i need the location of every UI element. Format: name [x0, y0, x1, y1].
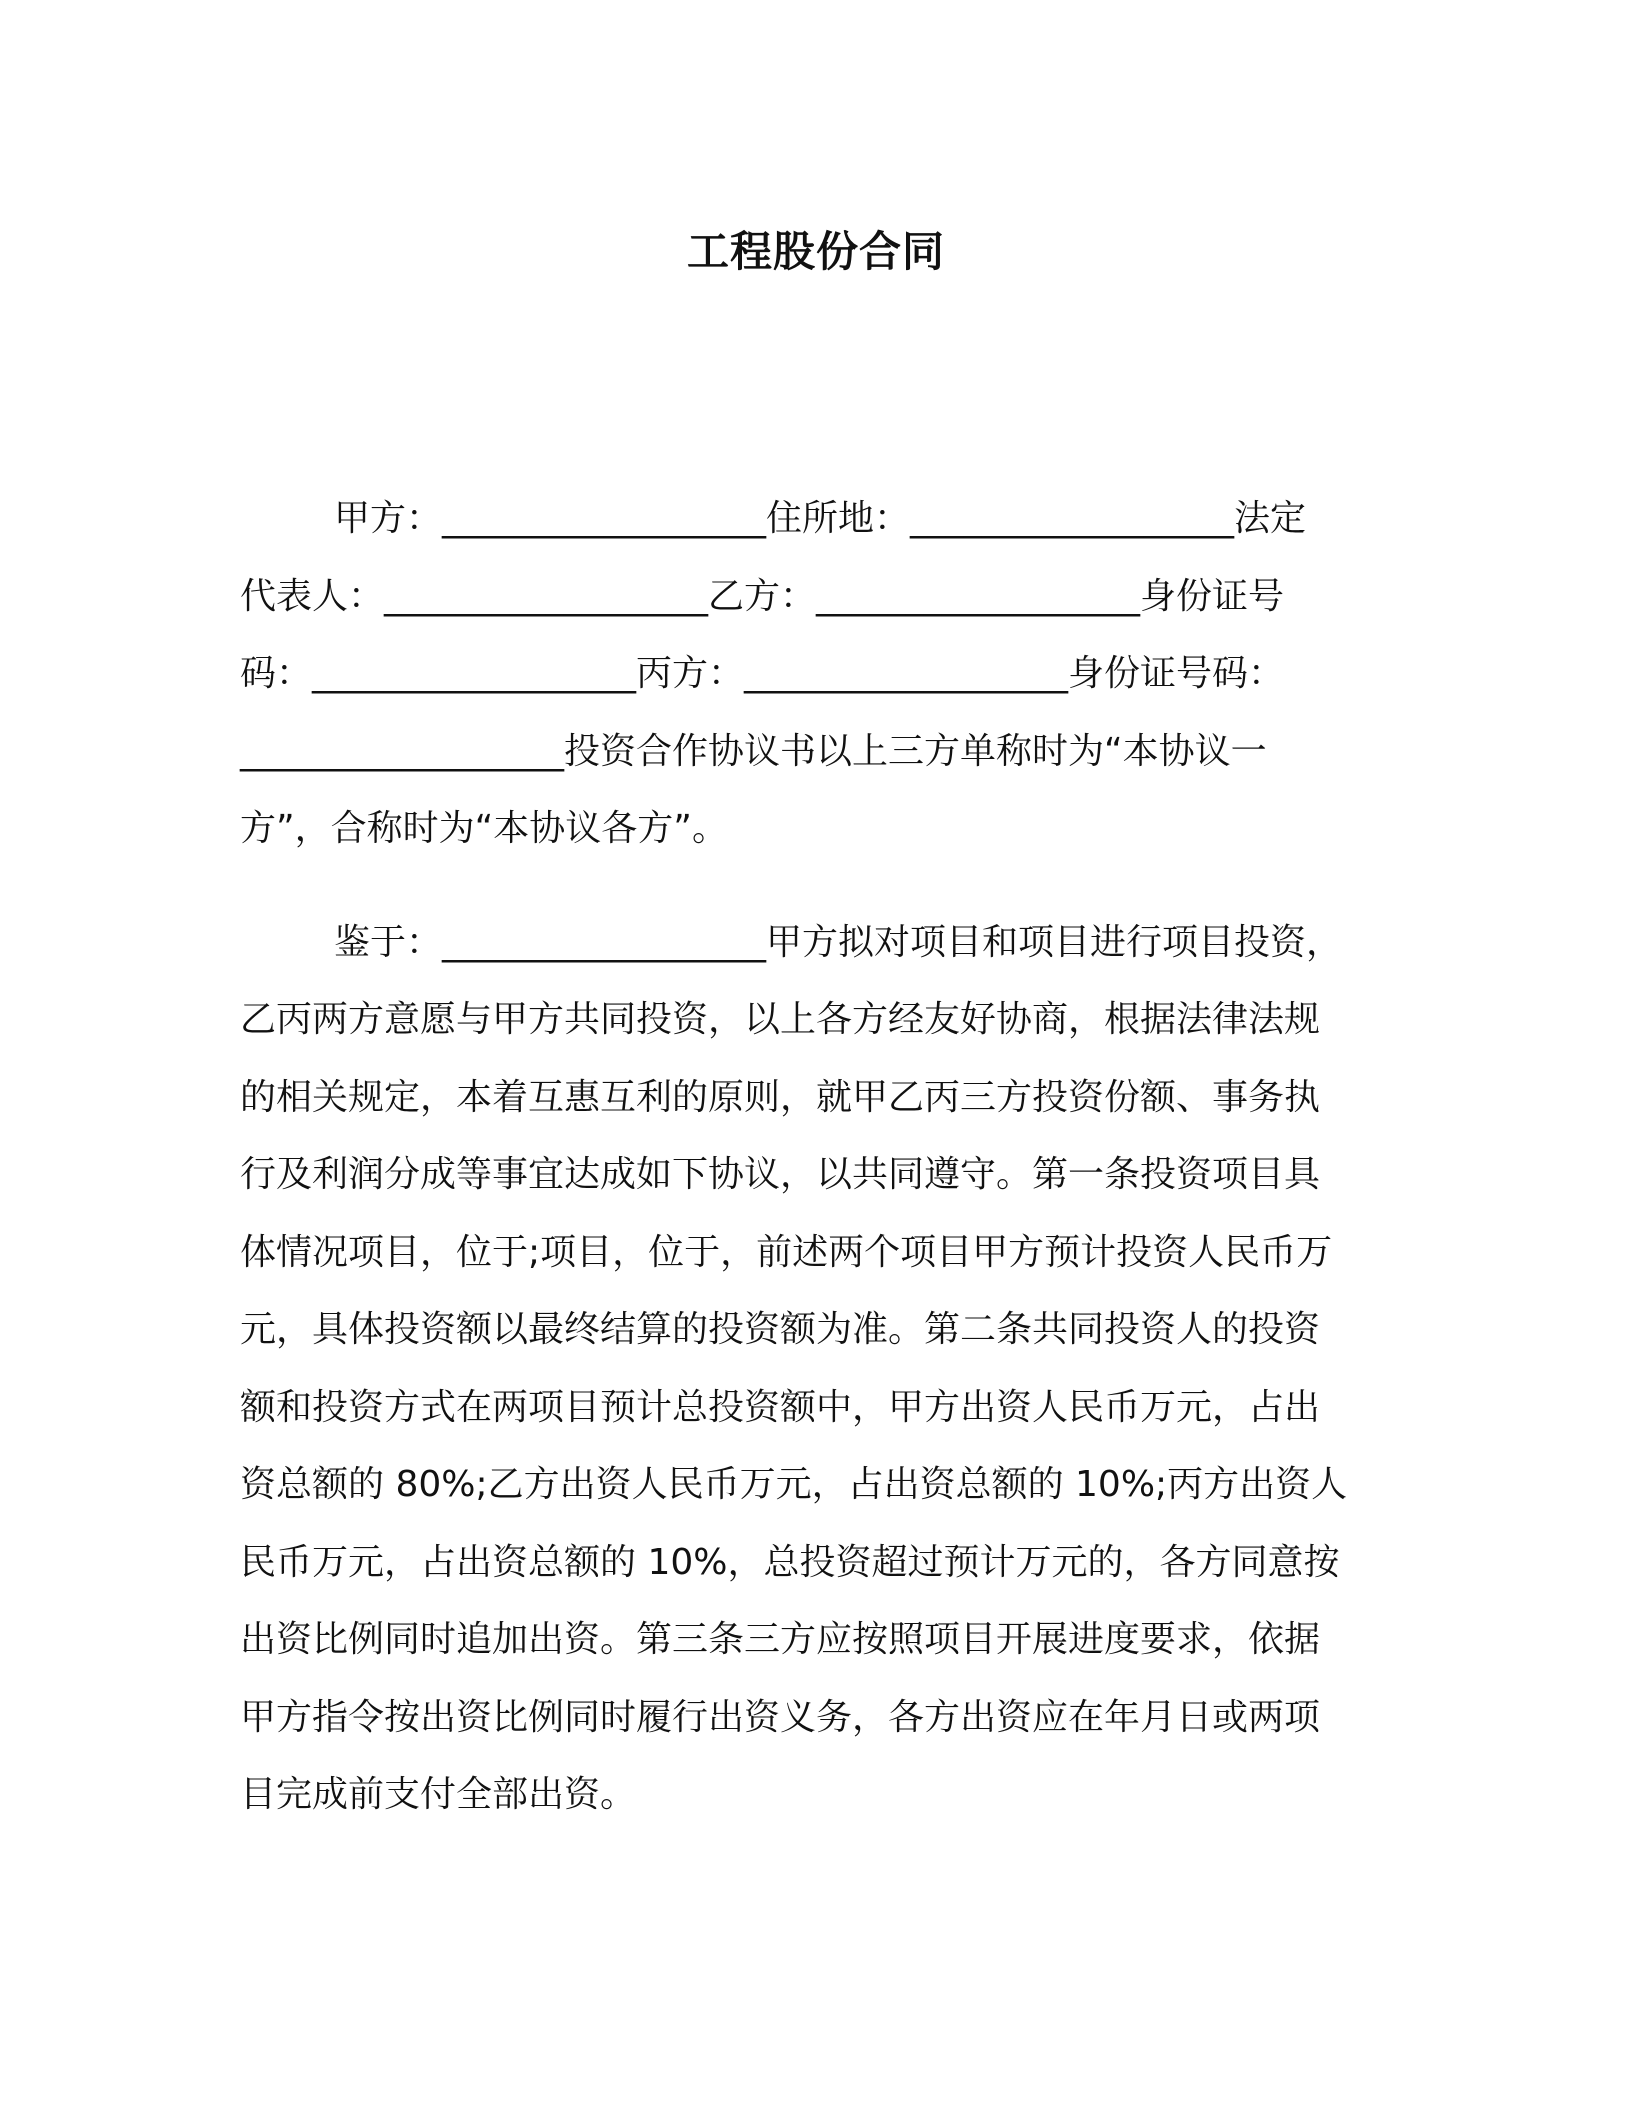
document-body	[240, 488, 1376, 1842]
text-line: 的相关规定，本着互惠互利的原则，就甲乙丙三方投资份额、事务执	[240, 1076, 1321, 1118]
text-line: 码：__________________丙方：__________________身份证号码：	[240, 653, 1285, 694]
text-line: 元，具体投资额以最终结算的投资额为准。第二条共同投资人的投资	[240, 1309, 1321, 1350]
text-line: 鉴于：__________________甲方拟对项目和项目进行项目投资，	[334, 921, 1343, 963]
agreement-terms-paragraph	[240, 912, 1376, 1842]
party-info-paragraph	[240, 488, 1376, 876]
text-line: 民币万元，占出资总额的 10%，总投资超过预计万元的，各方同意按	[240, 1541, 1340, 1583]
text-line: 资总额的 80%;乙方出资人民币万元，占出资总额的 10%;丙方出资人	[240, 1464, 1348, 1505]
document-title: 工程股份合同	[686, 227, 945, 276]
paragraph-gap	[240, 876, 1376, 912]
text-line: __________________投资合作协议书以上三方单称时为“本协议一	[240, 730, 1267, 772]
text-line: 代表人：__________________乙方：__________________身份证号	[240, 575, 1285, 617]
text-line: 甲方：__________________住所地：__________________法定	[334, 498, 1307, 539]
text-line: 甲方指令按出资比例同时履行出资义务，各方出资应在年月日或两项	[240, 1696, 1321, 1738]
text-line: 出资比例同时追加出资。第三条三方应按照项目开展进度要求，依据	[240, 1619, 1321, 1660]
text-line: 方”，合称时为“本协议各方”。	[240, 808, 728, 849]
text-line: 额和投资方式在两项目预计总投资额中，甲方出资人民币万元，占出	[240, 1386, 1321, 1428]
text-line: 行及利润分成等事宜达成如下协议，以共同遵守。第一条投资项目具	[240, 1154, 1321, 1195]
text-line: 乙丙两方意愿与甲方共同投资，以上各方经友好协商，根据法律法规	[240, 999, 1321, 1040]
text-line: 体情况项目，位于;项目，位于，前述两个项目甲方预计投资人民币万	[240, 1231, 1333, 1273]
text-line: 目完成前支付全部出资。	[240, 1774, 637, 1815]
